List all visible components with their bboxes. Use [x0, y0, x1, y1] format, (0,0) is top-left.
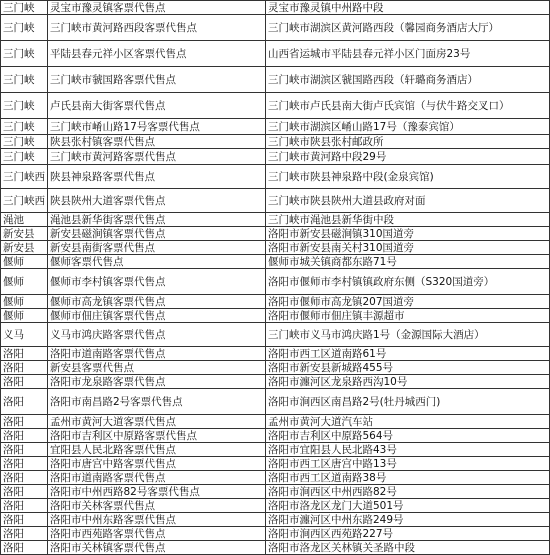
table-row [1, 443, 550, 457]
city-cell: 三门峡西 [1, 165, 48, 189]
city-cell: 新安县 [1, 241, 48, 255]
agency-name-cell: 洛阳市南昌路2号客票代售点 [48, 389, 266, 415]
agency-name-cell: 三门峡市黄河路客票代售点 [48, 149, 266, 165]
agency-name-cell: 卢氏县南大街客票代售点 [48, 93, 266, 119]
agency-name-cell: 灵宝市豫灵镇客票代售点 [48, 1, 266, 15]
agency-name-cell: 新安县南街客票代售点 [48, 241, 266, 255]
agency-name-cell: 洛阳市关林镇客票代售点 [48, 541, 266, 555]
agency-name-cell: 三门峡市虢国路客票代售点 [48, 67, 266, 93]
city-cell: 洛阳 [1, 499, 48, 513]
table-row [1, 189, 550, 213]
table-row [1, 255, 550, 269]
table-row [1, 213, 550, 227]
address-cell: 洛阳市西工区道南路38号 [266, 471, 550, 485]
address-cell: 洛阳市偃师市高龙镇207国道旁 [266, 295, 550, 309]
agency-name-cell: 三门峡市崤山路17号客票代售点 [48, 119, 266, 135]
city-cell: 新安县 [1, 227, 48, 241]
table-row [1, 429, 550, 443]
city-cell: 三门峡 [1, 15, 48, 41]
address-cell: 洛阳市新安县磁涧镇310国道旁 [266, 227, 550, 241]
address-cell: 三门峡市陕县陕州大道县政府对面 [266, 189, 550, 213]
address-cell: 洛阳市宜阳县人民北路43号 [266, 443, 550, 457]
city-cell: 偃师 [1, 255, 48, 269]
address-cell: 洛阳市西工区唐宫中路13号 [266, 457, 550, 471]
agency-name-cell: 偃师市高龙镇客票代售点 [48, 295, 266, 309]
address-cell: 洛阳市洛龙区龙门大道501号 [266, 499, 550, 513]
city-cell: 三门峡 [1, 41, 48, 67]
table-row [1, 309, 550, 323]
address-cell: 灵宝市豫灵镇中州路中段 [266, 1, 550, 15]
agency-name-cell: 洛阳市道南路客票代售点 [48, 471, 266, 485]
address-cell: 偃师市城关镇商都东路71号 [266, 255, 550, 269]
agency-name-cell: 平陆县春元祥小区客票代售点 [48, 41, 266, 67]
city-cell: 洛阳 [1, 513, 48, 527]
table-row [1, 527, 550, 541]
table-row [1, 119, 550, 135]
city-cell: 洛阳 [1, 527, 48, 541]
table-row [1, 41, 550, 67]
city-cell: 洛阳 [1, 389, 48, 415]
table-row [1, 323, 550, 347]
city-cell: 洛阳 [1, 485, 48, 499]
table-row [1, 347, 550, 361]
city-cell: 洛阳 [1, 347, 48, 361]
agency-name-cell: 偃师市李村镇客票代售点 [48, 269, 266, 295]
agency-name-cell: 洛阳市西苑路客票代售点 [48, 527, 266, 541]
agency-name-cell: 洛阳市道南路客票代售点 [48, 347, 266, 361]
table-row [1, 415, 550, 429]
city-cell: 洛阳 [1, 443, 48, 457]
table-row [1, 67, 550, 93]
agency-name-cell: 新安县客票代售点 [48, 361, 266, 375]
agency-name-cell: 陕县张村镇客票代售点 [48, 135, 266, 149]
address-cell: 洛阳市涧西区南昌路2号(牡丹城西门) [266, 389, 550, 415]
agency-name-cell: 洛阳市吉利区中原路客票代售点 [48, 429, 266, 443]
table-row [1, 165, 550, 189]
agency-name-cell: 宜阳县人民北路客票代售点 [48, 443, 266, 457]
table-body [1, 1, 550, 555]
agency-name-cell: 陕县陕州大道客票代售点 [48, 189, 266, 213]
city-cell: 三门峡西 [1, 189, 48, 213]
agency-name-cell: 偃师客票代售点 [48, 255, 266, 269]
address-cell: 洛阳市西工区道南路61号 [266, 347, 550, 361]
agency-name-cell: 新安县磁涧镇客票代售点 [48, 227, 266, 241]
table-row [1, 135, 550, 149]
agency-name-cell: 洛阳市龙泉路客票代售点 [48, 375, 266, 389]
city-cell: 偃师 [1, 269, 48, 295]
table-row [1, 375, 550, 389]
table-row [1, 485, 550, 499]
city-cell: 三门峡 [1, 93, 48, 119]
agency-name-cell: 洛阳市关林客票代售点 [48, 499, 266, 513]
agency-name-cell: 义马市鸿庆路客票代售点 [48, 323, 266, 347]
table-row [1, 541, 550, 555]
address-cell: 三门峡市陕县神泉路中段(金泉宾馆) [266, 165, 550, 189]
agency-name-cell: 洛阳市中州西路82号客票代售点 [48, 485, 266, 499]
address-cell: 三门峡市陕县张村邮政所 [266, 135, 550, 149]
agency-name-cell: 孟州市黄河大道客票代售点 [48, 415, 266, 429]
address-cell: 洛阳市涧西区中州西路82号 [266, 485, 550, 499]
address-cell: 洛阳市新安县南关村310国道旁 [266, 241, 550, 255]
address-cell: 三门峡市渑池县新华街中段 [266, 213, 550, 227]
agency-name-cell: 洛阳市中州东路客票代售点 [48, 513, 266, 527]
city-cell: 三门峡 [1, 119, 48, 135]
city-cell: 洛阳 [1, 471, 48, 485]
agency-name-cell: 陕县神泉路客票代售点 [48, 165, 266, 189]
agency-name-cell: 偃师市佃庄镇客票代售点 [48, 309, 266, 323]
table-row [1, 93, 550, 119]
city-cell: 偃师 [1, 309, 48, 323]
table-row [1, 227, 550, 241]
address-cell: 三门峡市湖滨区崤山路17号（豫泰宾馆） [266, 119, 550, 135]
table-row [1, 15, 550, 41]
address-cell: 洛阳市瀍河区中州东路249号 [266, 513, 550, 527]
city-cell: 洛阳 [1, 541, 48, 555]
city-cell: 三门峡 [1, 135, 48, 149]
city-cell: 洛阳 [1, 415, 48, 429]
city-cell: 洛阳 [1, 375, 48, 389]
table-row [1, 389, 550, 415]
table-row [1, 149, 550, 165]
address-cell: 三门峡市黄河路中段29号 [266, 149, 550, 165]
address-cell: 孟州市黄河大道汽车站 [266, 415, 550, 429]
table-row [1, 457, 550, 471]
city-cell: 洛阳 [1, 457, 48, 471]
address-cell: 三门峡市义马市鸿庆路1号（金源国际大酒店） [266, 323, 550, 347]
city-cell: 三门峡 [1, 149, 48, 165]
address-cell: 洛阳市瀍河区龙泉路西沟10号 [266, 375, 550, 389]
city-cell: 三门峡 [1, 67, 48, 93]
address-cell: 山西省运城市平陆县春元祥小区门面房23号 [266, 41, 550, 67]
address-cell: 洛阳市偃师市李村镇镇政府东侧（S320国道旁） [266, 269, 550, 295]
table-row [1, 241, 550, 255]
agency-name-cell: 洛阳市唐宫中路客票代售点 [48, 457, 266, 471]
address-cell: 三门峡市湖滨区虢国路西段（轩璐商务酒店） [266, 67, 550, 93]
address-cell: 洛阳市吉利区中原路564号 [266, 429, 550, 443]
agency-name-cell: 渑池县新华街客票代售点 [48, 213, 266, 227]
address-cell: 洛阳市洛龙区关林镇关圣路中段 [266, 541, 550, 555]
table-row [1, 513, 550, 527]
city-cell: 洛阳 [1, 361, 48, 375]
table-row [1, 1, 550, 15]
agency-name-cell: 三门峡市黄河路西段客票代售点 [48, 15, 266, 41]
address-cell: 洛阳市新安县新城路455号 [266, 361, 550, 375]
table-row [1, 361, 550, 375]
city-cell: 渑池 [1, 213, 48, 227]
table-row [1, 269, 550, 295]
address-cell: 洛阳市涧西区西苑路227号 [266, 527, 550, 541]
address-cell: 三门峡市卢氏县南大街卢氏宾馆（与伏牛路交叉口） [266, 93, 550, 119]
address-cell: 三门峡市湖滨区黄河路西段（馨园商务酒店大厅） [266, 15, 550, 41]
city-cell: 偃师 [1, 295, 48, 309]
table-row [1, 295, 550, 309]
city-cell: 义马 [1, 323, 48, 347]
city-cell: 洛阳 [1, 429, 48, 443]
city-cell: 三门峡 [1, 1, 48, 15]
table-row [1, 471, 550, 485]
address-cell: 洛阳市偃师市佃庄镇丰源超市 [266, 309, 550, 323]
